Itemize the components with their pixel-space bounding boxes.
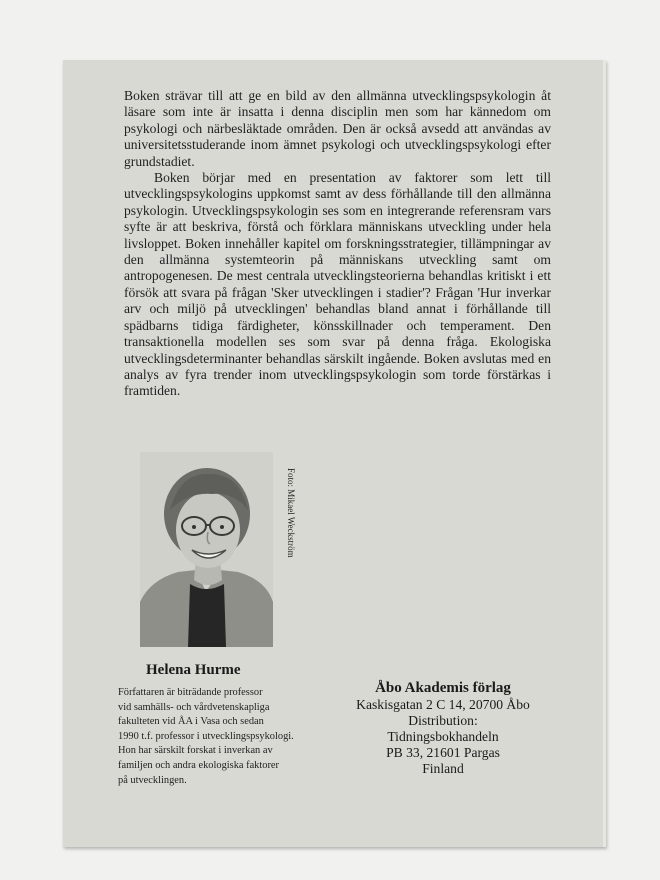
distribution-label: Distribution: (408, 713, 478, 728)
blurb-paragraph-2: Boken börjar med en presentation av faktorer som lett till utvecklingspsykologins uppkomst samt av dess förhållande till den allmänna psykologin. Utvecklingspsykologin ses som en integrerande referensram vars syfte är att beskriva, förstå och förklara människans utveckling under hela livsloppet. Boken innehåller kapitel om forskningsstrategier, tillämpningar av den allmänna systemteorin på människans utveckling samt om antropogenesen. De mest centrala utvecklingsteorierna behandlas kritiskt i ett försök att svara på frågan 'Sker utvecklingen i stadier'? Frågan 'Hur inverkar arv och miljö på utvecklingen' behandlas bland annat i förhållande till spädbarns tidiga färdigheter, könsskillnader och temperament. Den transaktionella modellen ses som svar på denna fråga. Ekologiska utvecklingsdeterminanter behandlas särskilt ingående. Boken avslutas med en analys av fyra trender inom utvecklingspsykologin som torde förstärkas i framtiden. (124, 170, 551, 399)
publisher-info (328, 680, 558, 777)
author-bio (118, 686, 323, 788)
author-bio-line: 1990 t.f. professor i utvecklingspsykologi. (118, 730, 294, 742)
photo-credit: Foto: Mikael Weckström (286, 468, 296, 558)
book-back-cover (63, 60, 606, 847)
distributor-country: Finland (422, 761, 464, 776)
publisher-address: Kaskisgatan 2 C 14, 20700 Åbo (356, 697, 530, 712)
author-bio-line: fakulteten vid ÅA i Vasa och sedan (118, 716, 264, 728)
author-bio-line: familjen och andra ekologiska faktorer (118, 759, 279, 771)
author-photo (140, 452, 273, 647)
blurb-paragraph-1: Boken strävar till att ge en bild av den allmänna utvecklingspsykologin åt läsare som inte är insatta i denna disciplin men som har kännedom om psykologi och närbesläktade områden. Den är också avsedd att användas av universitetsstuderande inom ämnet psykologi och utvecklingspsykologi efter grundstadiet. (124, 88, 551, 169)
author-bio-line: vid samhälls- och vårdvetenskapliga (118, 701, 270, 713)
distributor-address: PB 33, 21601 Pargas (386, 745, 500, 760)
author-bio-line: Författaren är biträdande professor (118, 687, 263, 698)
back-cover-blurb (124, 88, 551, 400)
distributor-name: Tidningsbokhandeln (387, 729, 499, 744)
author-bio-line: Hon har särskilt forskat i inverkan av (118, 745, 273, 757)
publisher-name: Åbo Akademis förlag (375, 680, 511, 696)
author-bio-line: på utvecklingen. (118, 774, 187, 786)
author-name: Helena Hurme (146, 662, 241, 678)
